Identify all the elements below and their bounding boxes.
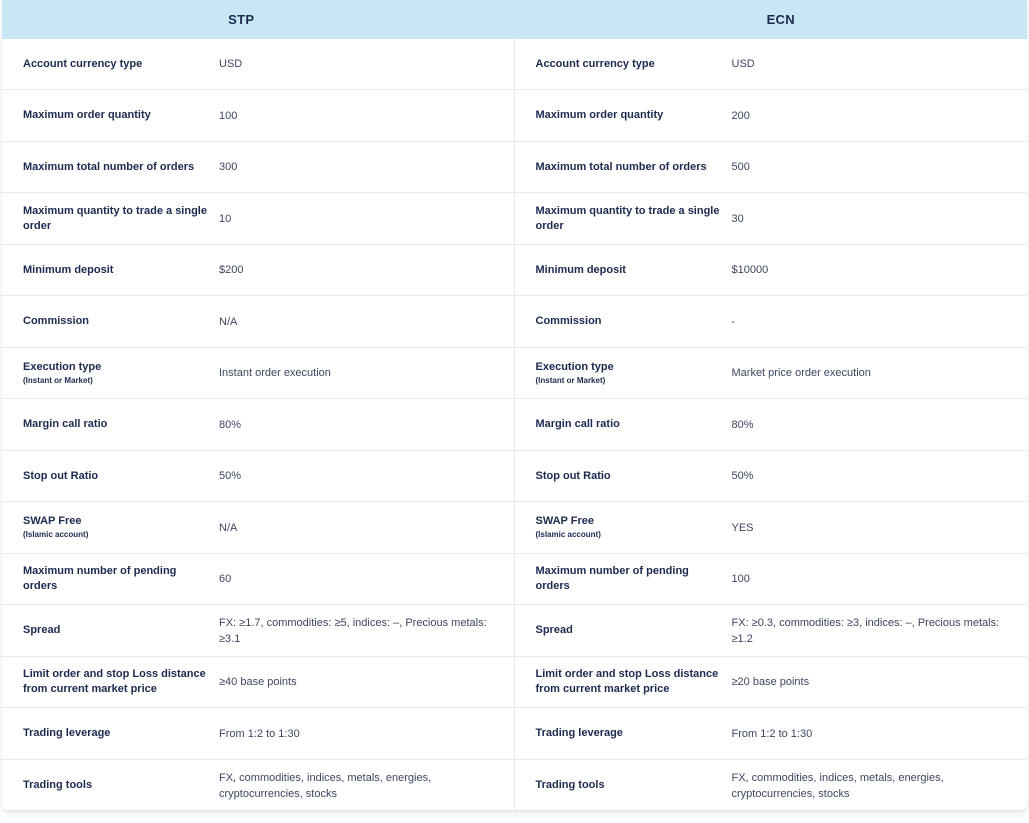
table-row xyxy=(515,142,1028,193)
header-ecn xyxy=(515,0,1028,39)
row-label-sub: (Instant or Market) xyxy=(23,375,93,385)
table-row xyxy=(515,657,1028,708)
table-row xyxy=(2,554,514,605)
row-label: Minimum deposit xyxy=(23,263,114,276)
row-label: Minimum deposit xyxy=(535,263,626,276)
table-row xyxy=(2,760,514,811)
table-row xyxy=(515,399,1028,451)
table-row xyxy=(2,90,514,142)
ecn-panel xyxy=(515,39,1028,811)
table-row xyxy=(515,451,1028,502)
table-row xyxy=(2,708,514,760)
table-row xyxy=(2,193,514,245)
row-value: 200 xyxy=(731,109,750,122)
row-label: Maximum total number of orders xyxy=(23,160,195,173)
row-label-main: SWAP Free xyxy=(535,515,594,527)
row-label: Spread xyxy=(535,624,573,636)
row-label: Trading leverage xyxy=(23,727,111,739)
row-value: 60 xyxy=(219,573,232,585)
row-label: Margin call ratio xyxy=(535,418,620,430)
row-value: Market price order execution xyxy=(731,367,871,379)
row-value: $10000 xyxy=(731,264,769,276)
row-value: 500 xyxy=(731,161,750,173)
row-value: 100 xyxy=(731,573,750,585)
stp-panel xyxy=(2,39,515,811)
row-value: YES xyxy=(731,521,754,534)
table-row xyxy=(515,193,1028,245)
row-label-main: Execution type xyxy=(23,360,102,373)
row-label: Account currency type xyxy=(535,57,655,70)
row-label: Maximum order quantity xyxy=(23,109,151,121)
table-row xyxy=(2,142,514,193)
table-row xyxy=(515,554,1028,605)
table-row xyxy=(515,708,1028,760)
row-value: ≥40 base points xyxy=(219,676,297,688)
table-row xyxy=(2,605,514,657)
table-row xyxy=(2,657,514,708)
row-label: Maximum quantity to trade a single order xyxy=(23,204,207,232)
row-value: $200 xyxy=(219,264,244,276)
row-value: N/A xyxy=(219,315,238,328)
row-label: Limit order and stop Loss distance from current market price xyxy=(23,668,206,695)
row-value: From 1:2 to 1:30 xyxy=(219,727,300,740)
row-value: From 1:2 to 1:30 xyxy=(731,727,813,740)
header-ecn-label: ECN xyxy=(766,12,795,27)
row-label: Commission xyxy=(535,315,602,327)
row-value: USD xyxy=(731,58,755,70)
row-label xyxy=(2,514,219,541)
row-label: Maximum quantity to trade a single order xyxy=(535,204,720,232)
header-stp xyxy=(2,0,515,39)
row-value: FX, commodities, indices, metals, energies, cryptocurrencies, stocks xyxy=(731,771,944,800)
table-row xyxy=(515,605,1028,657)
row-value: Instant order execution xyxy=(219,367,331,379)
row-value: FX, commodities, indices, metals, energies, cryptocurrencies, stocks xyxy=(219,771,432,800)
row-value: 80% xyxy=(219,418,242,431)
row-label-main: SWAP Free xyxy=(23,515,82,527)
row-label-main: Execution type xyxy=(535,360,614,373)
table-header xyxy=(2,0,1027,39)
table-row xyxy=(2,296,514,348)
table-row xyxy=(515,90,1028,142)
row-value: 10 xyxy=(219,212,232,225)
row-label: Maximum total number of orders xyxy=(535,160,707,173)
table-row xyxy=(2,39,514,90)
table-row xyxy=(2,451,514,502)
table-row xyxy=(515,348,1028,399)
header-stp-label: STP xyxy=(228,12,255,27)
row-label: Trading tools xyxy=(23,779,93,791)
table-row xyxy=(2,348,514,399)
row-label: Account currency type xyxy=(23,57,143,70)
row-label: Maximum number of pending orders xyxy=(535,565,689,592)
row-label: Maximum number of pending orders xyxy=(23,565,177,592)
table-row xyxy=(515,296,1028,348)
row-label: Stop out Ratio xyxy=(535,469,611,482)
row-label-sub: (Islamic account) xyxy=(23,530,89,539)
row-label: Trading tools xyxy=(535,779,605,791)
table-body xyxy=(2,39,1027,811)
table-row xyxy=(515,760,1028,811)
row-value: 50% xyxy=(731,470,754,482)
row-value: 50% xyxy=(219,470,242,482)
row-label: Trading leverage xyxy=(535,727,623,739)
table-row xyxy=(515,39,1028,90)
row-label-sub: (Instant or Market) xyxy=(535,375,606,385)
table-row xyxy=(2,245,514,296)
row-value: 100 xyxy=(219,109,238,122)
row-label: Margin call ratio xyxy=(23,418,108,430)
row-value: USD xyxy=(219,58,243,70)
row-label xyxy=(2,360,219,387)
table-row xyxy=(515,245,1028,296)
row-label: Maximum order quantity xyxy=(535,109,664,121)
row-label-sub: (Islamic account) xyxy=(535,530,601,539)
row-label xyxy=(515,360,732,387)
row-label: Commission xyxy=(23,315,90,327)
row-label xyxy=(515,514,732,541)
row-value: ≥20 base points xyxy=(731,676,810,688)
table-row xyxy=(2,502,514,554)
table-row xyxy=(2,399,514,451)
row-value: 300 xyxy=(219,161,238,173)
row-label: Stop out Ratio xyxy=(23,469,99,482)
row-label: Spread xyxy=(23,624,61,636)
row-label: Limit order and stop Loss distance from current market price xyxy=(535,668,719,695)
row-value: - xyxy=(731,315,736,328)
row-value: N/A xyxy=(219,521,238,534)
row-value: 80% xyxy=(731,418,754,431)
row-value: FX: ≥1.7, commodities: ≥5, indices: –, Precious metals: ≥3.1 xyxy=(219,616,487,645)
row-value: 30 xyxy=(731,212,744,225)
table-row xyxy=(515,502,1028,554)
comparison-table xyxy=(2,0,1027,810)
row-value: FX: ≥0.3, commodities: ≥3, indices: –, Precious metals: ≥1.2 xyxy=(731,616,1000,645)
